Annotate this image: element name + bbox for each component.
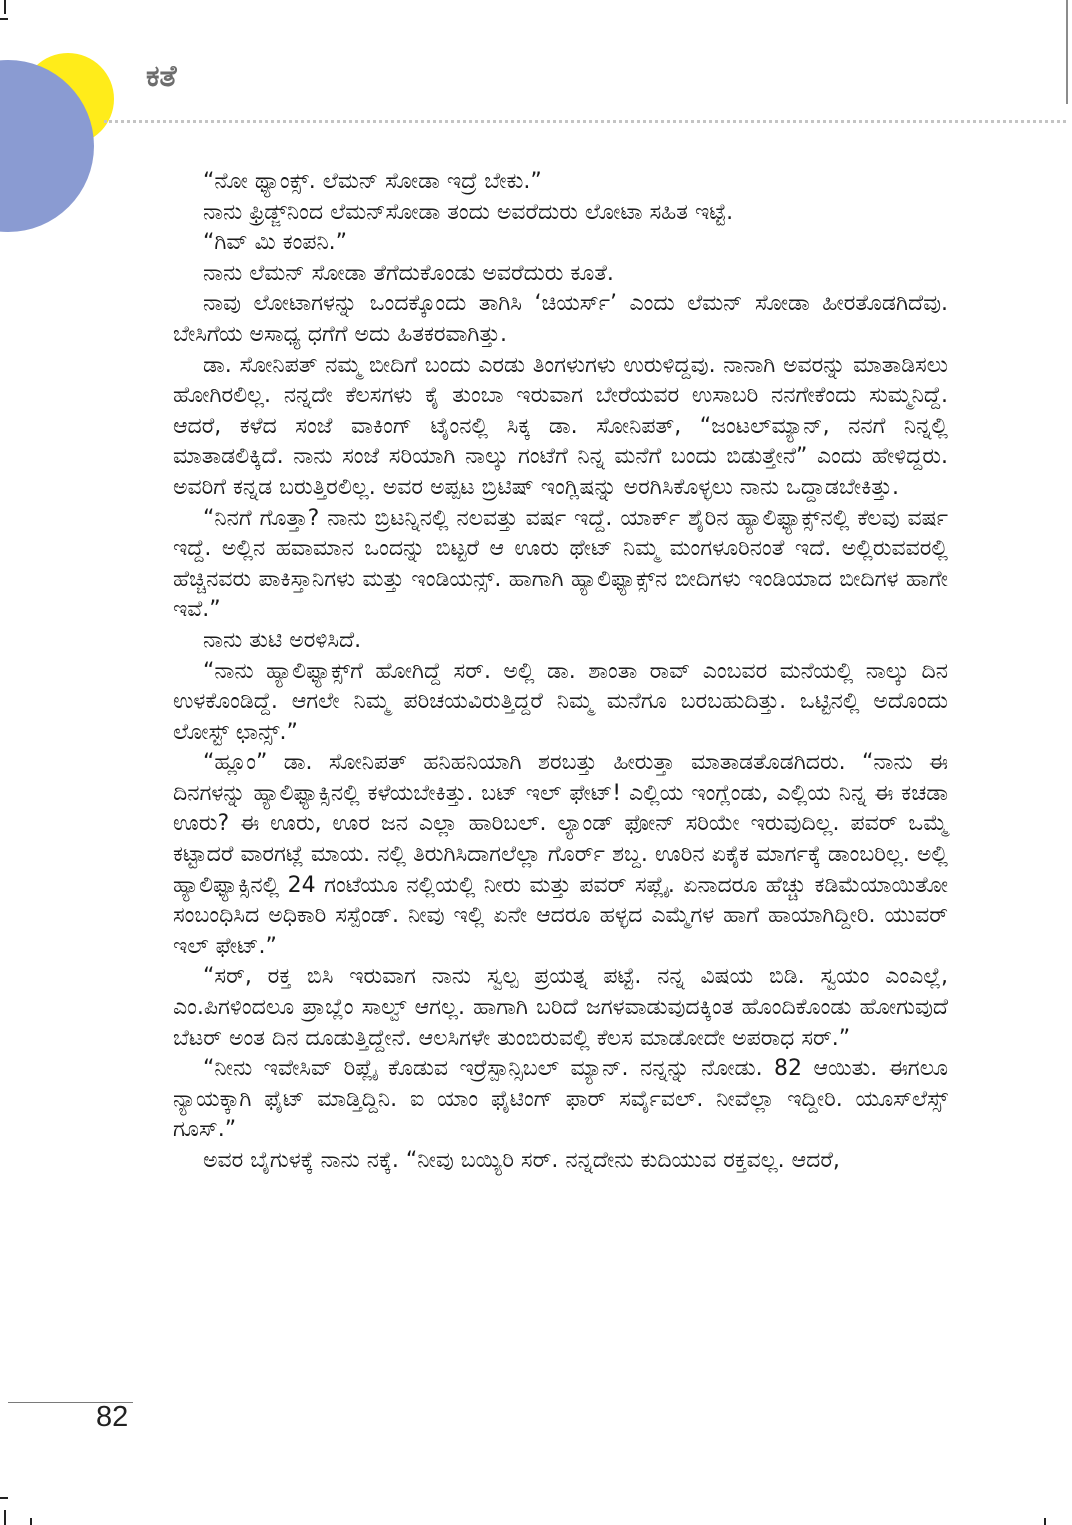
- section-title: ಕತೆ: [146, 59, 177, 94]
- crop-mark-bottom-center: [30, 1518, 32, 1525]
- paragraph: ಡಾ. ಸೋನಿಪತ್ ನಮ್ಮ ಬೀದಿಗೆ ಬಂದು ಎರಡು ತಿಂಗಳುಗಳು ಉರುಳಿದ್ದವು. ನಾನಾಗಿ ಅವರನ್ನು ಮಾತಾಡಿಸಲು ಹೋಗಿರಲಿಲ್ಲ. ನನ್ನದೇ ಕೆಲಸಗಳು ಕೈ ತುಂಬಾ ಇರುವಾಗ ಬೇರೆಯವರ ಉಸಾಬರಿ ನನಗೇಕೆಂದು ಸುಮ್ಮನಿದ್ದೆ. ಆದರೆ, ಕಳೆದ ಸಂಜೆ ವಾಕಿಂಗ್ ಟೈಂನಲ್ಲಿ ಸಿಕ್ಕ ಡಾ. ಸೋನಿಪತ್, “ಜಂಟಲ್‌ಮ್ಯಾನ್, ನನಗೆ ನಿನ್ನಲ್ಲಿ ಮಾತಾಡಲಿಕ್ಕಿದೆ. ನಾನು ಸಂಜೆ ಸರಿಯಾಗಿ ನಾಲ್ಕು ಗಂಟೆಗೆ ನಿನ್ನ ಮನೆಗೆ ಬಂದು ಬಿಡುತ್ತೇನೆ” ಎಂದು ಹೇಳಿದ್ದರು. ಅವರಿಗೆ ಕನ್ನಡ ಬರುತ್ತಿರಲಿಲ್ಲ. ಅವರ ಅಪ್ಪಟ ಬ್ರಿಟಿಷ್ ಇಂಗ್ಲಿಷನ್ನು ಅರಗಿಸಿಕೊಳ್ಳಲು ನಾನು ಒದ್ದಾಡಬೇಕಿತ್ತು.: [173, 352, 948, 500]
- paragraph: “ಸರ್, ರಕ್ತ ಬಿಸಿ ಇರುವಾಗ ನಾನು ಸ್ವಲ್ಪ ಪ್ರಯತ್ನ ಪಟ್ಟೆ. ನನ್ನ ವಿಷಯ ಬಿಡಿ. ಸ್ವಯಂ ಎಂಎಲ್ಲೆ, ಎಂ.ಪಿಗಳಿಂದಲೂ ಪ್ರಾಬ್ಲೆಂ ಸಾಲ್ವ್ ಆಗಲ್ಲ. ಹಾಗಾಗಿ ಬರಿದೆ ಜಗಳವಾಡುವುದಕ್ಕಿಂತ ಹೊಂದಿಕೊಂಡು ಹೋಗುವುದೆ ಬೆಟರ್ ಅಂತ ದಿನ ದೂಡುತ್ತಿದ್ದೇನೆ. ಆಲಸಿಗಳೇ ತುಂಬಿರುವಲ್ಲಿ ಕೆಲಸ ಮಾಡೋದೇ ಅಪರಾಧ ಸರ್.”: [173, 964, 948, 1051]
- paragraph: “ನೀನು ಇವೇಸಿವ್ ರಿಪ್ಲೈ ಕೊಡುವ ಇರ್ರೆಸ್ಪಾನ್ಸಿಬಲ್ ಮ್ಯಾನ್. ನನ್ನನ್ನು ನೋಡು. 82 ಆಯಿತು. ಈಗಲೂ ನ್ಯಾಯಕ್ಕಾಗಿ ಫೈಟ್ ಮಾಡ್ತಿದ್ದಿನಿ. ಐ ಯಾಂ ಫೈಟಿಂಗ್ ಫಾರ್ ಸರ್ವೈವಲ್. ನೀವೆಲ್ಲಾ ಇದ್ದೀರಿ. ಯೂಸ್‌ಲೆಸ್ಸ್ ಗೂಸ್.”: [173, 1056, 949, 1143]
- paragraph: ನಾನು ಫ್ರಿಡ್ಜ್‌ನಿಂದ ಲೆಮನ್‌ಸೋಡಾ ತಂದು ಅವರೆದುರು ಲೋಟಾ ಸಹಿತ ಇಟ್ಟೆ.: [203, 199, 734, 225]
- paragraph: ನಾವು ಲೋಟಾಗಳನ್ನು ಒಂದಕ್ಕೊಂದು ತಾಗಿಸಿ ‘ಚಿಯರ್ಸ್’ ಎಂದು ಲೆಮನ್ ಸೋಡಾ ಹೀರತೊಡಗಿದೆವು. ಬೇಸಿಗೆಯ ಅಸಾಧ್ಯ ಧಗೆಗೆ ಅದು ಹಿತಕರವಾಗಿತ್ತು.: [173, 291, 948, 347]
- story-body: [173, 167, 948, 1177]
- paragraph: “ನಿನಗೆ ಗೊತ್ತಾ? ನಾನು ಬ್ರಿಟನ್ನಿನಲ್ಲಿ ನಲವತ್ತು ವರ್ಷ ಇದ್ದೆ. ಯಾರ್ಕ್ ಶೈರಿನ ಹ್ಯಾಲಿಫ್ಯಾಕ್ಸ್‌ನಲ್ಲಿ ಕೆಲವು ವರ್ಷ ಇದ್ದೆ. ಅಲ್ಲಿನ ಹವಾಮಾನ ಒಂದನ್ನು ಬಿಟ್ಟರೆ ಆ ಊರು ಥೇಟ್ ನಿಮ್ಮ ಮಂಗಳೂರಿನಂತೆ ಇದೆ. ಅಲ್ಲಿರುವವರಲ್ಲಿ ಹೆಚ್ಚಿನವರು ಪಾಕಿಸ್ತಾನಿಗಳು ಮತ್ತು ಇಂಡಿಯನ್ಸ್. ಹಾಗಾಗಿ ಹ್ಯಾಲಿಫ್ಯಾಕ್ಸ್‌ನ ಬೀದಿಗಳು ಇಂಡಿಯಾದ ಬೀದಿಗಳ ಹಾಗೇ ಇವೆ.”: [173, 505, 948, 623]
- paragraph: ಅವರ ಬೈಗುಳಕ್ಕೆ ನಾನು ನಕ್ಕೆ. “ನೀವು ಬಯ್ಯಿರಿ ಸರ್. ನನ್ನದೇನು ಕುದಿಯುವ ರಕ್ತವಲ್ಲ. ಆದರೆ,: [203, 1148, 840, 1173]
- page-number: 82: [96, 1401, 129, 1433]
- crop-mark-bottom-right: [1044, 1518, 1046, 1525]
- crop-mark-bottom-left-horizontal: [0, 1497, 8, 1499]
- header-dotted-divider: [104, 120, 1066, 123]
- paragraph: “ಗಿವ್ ಮಿ ಕಂಪನಿ.”: [203, 230, 348, 256]
- paragraph: “ಹ್ಲೂಂ” ಡಾ. ಸೋನಿಪತ್ ಹನಿಹನಿಯಾಗಿ ಶರಬತ್ತು ಹೀರುತ್ತಾ ಮಾತಾಡತೊಡಗಿದರು. “ನಾನು ಈ ದಿನಗಳನ್ನು ಹ್ಯಾಲಿಫ್ಯಾಕ್ಸಿನಲ್ಲಿ ಕಳೆಯಬೇಕಿತ್ತು. ಬಟ್ ಇಲ್ ಫೇಟ್! ಎಲ್ಲಿಯ ಇಂಗ್ಲೆಂಡು, ಎಲ್ಲಿಯ ನಿನ್ನ ಈ ಕಚಡಾ ಊರು? ಈ ಊರು, ಊರ ಜನ ಎಲ್ಲಾ ಹಾರಿಬಲ್. ಲ್ಯಾಂಡ್ ಫೋನ್ ಸರಿಯೇ ಇರುವುದಿಲ್ಲ. ಪವರ್ ಒಮ್ಮೆ ಕಟ್ಟಾದರೆ ವಾರಗಟ್ಲೆ ಮಾಯ. ನಲ್ಲಿ ತಿರುಗಿಸಿದಾಗಲೆಲ್ಲಾ ಗೊರ್ರ್ ಶಬ್ದ. ಊರಿನ ಏಕೈಕ ಮಾರ್ಗಕ್ಕೆ ಡಾಂಬರಿಲ್ಲ. ಅಲ್ಲಿ ಹ್ಯಾಲಿಫ್ಯಾಕ್ಸಿನಲ್ಲಿ 24 ಗಂಟೆಯೂ ನಲ್ಲಿಯಲ್ಲಿ ನೀರು ಮತ್ತು ಪವರ್ ಸಪ್ಲೈ. ಏನಾದರೂ ಹೆಚ್ಚು ಕಡಿಮೆಯಾಯಿತೋ ಸಂಬಂಧಿಸಿದ ಅಧಿಕಾರಿ ಸಸ್ಪೆಂಡ್. ನೀವು ಇಲ್ಲಿ ಏನೇ ಆದರೂ ಹಳ್ಳದ ಎಮ್ಮೆಗಳ ಹಾಗೆ ಹಾಯಾಗಿದ್ದೀರಿ. ಯುವರ್ ಇಲ್ ಫೇಟ್.”: [173, 750, 948, 959]
- paragraph: “ನೋ ಥ್ಯಾಂಕ್ಸ್. ಲೆಮನ್ ಸೋಡಾ ಇದ್ರೆ ಬೇಕು.”: [203, 169, 542, 194]
- crop-mark-left-middle: [0, 18, 8, 20]
- crop-mark-bottom-left-vertical: [4, 1510, 6, 1525]
- paragraph: ನಾನು ತುಟಿ ಅರಳಿಸಿದೆ.: [203, 627, 362, 653]
- paragraph: “ನಾನು ಹ್ಯಾಲಿಫ್ಯಾಕ್ಸ್‌ಗೆ ಹೋಗಿದ್ದೆ ಸರ್. ಅಲ್ಲಿ ಡಾ. ಶಾಂತಾ ರಾವ್ ಎಂಬವರ ಮನೆಯಲ್ಲಿ ನಾಲ್ಕು ದಿನ ಉಳಕೊಂಡಿದ್ದೆ. ಆಗಲೇ ನಿಮ್ಮ ಪರಿಚಯವಿರುತ್ತಿದ್ದರೆ ನಿಮ್ಮ ಮನೆಗೂ ಬರಬಹುದಿತ್ತು. ಒಟ್ಟಿನಲ್ಲಿ ಅದೊಂದು ಲೋಸ್ಟ್ ಛಾನ್ಸ್.”: [173, 658, 948, 745]
- paragraph: ನಾನು ಲೆಮನ್ ಸೋಡಾ ತೆಗೆದುಕೊಂಡು ಅವರೆದುರು ಕೂತೆ.: [203, 260, 614, 286]
- right-edge-rule: [1066, 0, 1068, 104]
- crop-mark-top-left: [4, 0, 6, 14]
